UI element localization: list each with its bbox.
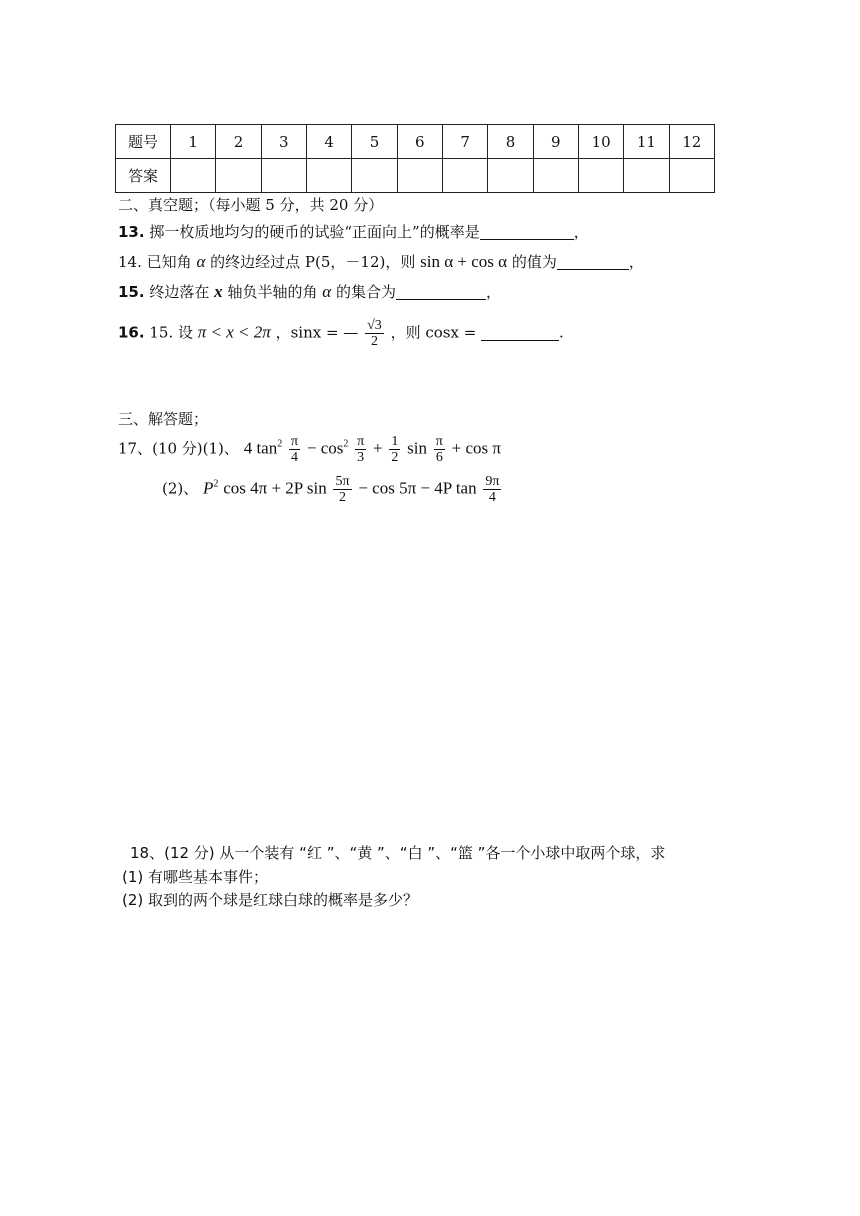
question-number: 6 — [397, 125, 442, 159]
section-2-title: 二、真空题；（每小题 5 分，共 20 分） — [118, 196, 384, 214]
expr-term: P — [203, 478, 214, 498]
numerator: √3 — [367, 318, 382, 333]
numerator: π — [291, 434, 299, 449]
punctuation: . — [559, 323, 564, 342]
numerator: π — [357, 434, 365, 449]
question-17-part-2 — [162, 474, 503, 505]
answer-cell[interactable] — [306, 159, 351, 193]
question-17-part-label: (2)、 — [162, 479, 199, 498]
question-15-text: 轴负半轴的角 — [227, 283, 318, 301]
fraction — [434, 434, 445, 465]
answer-table — [115, 124, 715, 193]
fraction — [333, 474, 351, 505]
question-number: 3 — [261, 125, 306, 159]
denominator: 2 — [333, 489, 351, 505]
superscript: 2 — [277, 438, 283, 450]
numerator: π — [435, 434, 443, 449]
question-15-text: 的集合为 — [335, 283, 396, 301]
question-number-15: 15. — [118, 283, 145, 301]
alpha-symbol: α — [196, 252, 206, 271]
question-18-line-3: (2) 取到的两个球是红球白球的概率是多少？ — [122, 891, 419, 909]
denominator: 6 — [434, 449, 445, 465]
denominator: 2 — [391, 450, 399, 465]
punctuation: ， — [573, 223, 589, 241]
question-number: 5 — [352, 125, 397, 159]
question-13-text: 掷一枚质地均匀的硬币的试验“正面向上”的概率是 — [149, 223, 480, 241]
superscript: 2 — [213, 478, 219, 490]
answer-cell[interactable] — [171, 159, 216, 193]
question-number: 10 — [578, 125, 623, 159]
superscript: 2 — [343, 438, 349, 450]
question-17-part-1 — [118, 434, 501, 465]
denominator: 2 — [365, 333, 384, 349]
question-14 — [118, 251, 644, 272]
question-15-text: 终边落在 — [149, 283, 210, 301]
answer-blank-16[interactable] — [481, 326, 559, 341]
denominator: 4 — [289, 449, 300, 465]
answer-blank-14[interactable] — [557, 255, 629, 270]
question-18-line-2: (1) 有哪些基本事件； — [122, 868, 269, 886]
question-16 — [118, 318, 564, 349]
expr-term: − cos — [306, 438, 344, 458]
answer-cell[interactable] — [624, 159, 669, 193]
fraction — [389, 434, 400, 465]
row-label-number: 题号 — [116, 125, 171, 159]
answer-cell[interactable] — [533, 159, 578, 193]
question-number: 8 — [488, 125, 533, 159]
answer-blank-15[interactable] — [396, 285, 486, 300]
answer-cell[interactable] — [397, 159, 442, 193]
sin-cos-expression: sin α + cos α — [420, 252, 508, 271]
expr-term: + cos π — [451, 438, 501, 458]
question-15 — [118, 281, 501, 302]
row-label-answer: 答案 — [116, 159, 171, 193]
question-16-text: ，sinx = — — [275, 323, 359, 342]
table-row-numbers — [116, 125, 715, 159]
question-number: 1 — [171, 125, 216, 159]
denominator: 4 — [483, 489, 501, 505]
question-number-16: 16. — [118, 323, 145, 342]
answer-cell[interactable] — [352, 159, 397, 193]
numerator: 9π — [485, 474, 500, 489]
question-17-label: 17、(10 分)(1)、 — [118, 439, 239, 458]
question-16-text: ，则 cosx = — [390, 323, 477, 342]
numerator: 5π — [335, 474, 350, 489]
question-number: 2 — [216, 125, 261, 159]
question-14-text: 的值为 — [511, 253, 557, 271]
question-16-text: 15. 设 — [149, 323, 193, 342]
question-number: 7 — [442, 125, 487, 159]
question-18-line-1: 18、(12 分) 从一个装有 “红 ”、“黄 ”、“白 ”、“篮 ”各一个小球中取两个球，求 — [130, 844, 666, 862]
inequality-expression: π < x < 2π — [197, 322, 271, 342]
x-symbol: x — [214, 282, 223, 301]
answer-blank-13[interactable] — [480, 225, 574, 240]
punctuation: ， — [485, 283, 501, 301]
denominator: 3 — [355, 449, 366, 465]
answer-cell[interactable] — [488, 159, 533, 193]
expr-term: − cos 5π − 4P tan — [358, 478, 477, 498]
answer-cell[interactable] — [669, 159, 714, 193]
fraction — [483, 474, 501, 505]
question-number: 11 — [624, 125, 669, 159]
answer-cell[interactable] — [216, 159, 261, 193]
fraction — [355, 434, 366, 465]
section-3-title: 三、解答题； — [118, 410, 209, 428]
question-number-14: 14. — [118, 253, 142, 271]
question-number-13: 13. — [118, 223, 145, 241]
question-13 — [118, 221, 589, 242]
answer-cell[interactable] — [261, 159, 306, 193]
punctuation: ， — [628, 253, 644, 271]
expr-term: sin — [407, 438, 427, 458]
answer-cell[interactable] — [442, 159, 487, 193]
question-number: 4 — [306, 125, 351, 159]
answer-cell[interactable] — [578, 159, 623, 193]
question-14-text: 的终边经过点 P(5，－12)，则 — [210, 253, 416, 271]
question-14-text: 已知角 — [146, 253, 192, 271]
numerator: 1 — [391, 434, 399, 449]
fraction-sqrt3-over-2 — [365, 318, 384, 349]
table-row-answers — [116, 159, 715, 193]
expr-term: cos 4π + 2P sin — [223, 478, 327, 498]
question-number: 9 — [533, 125, 578, 159]
expr-term: 4 tan — [243, 438, 278, 458]
fraction — [289, 434, 300, 465]
expr-term: + — [373, 438, 383, 458]
alpha-symbol: α — [322, 282, 332, 301]
question-number: 12 — [669, 125, 714, 159]
